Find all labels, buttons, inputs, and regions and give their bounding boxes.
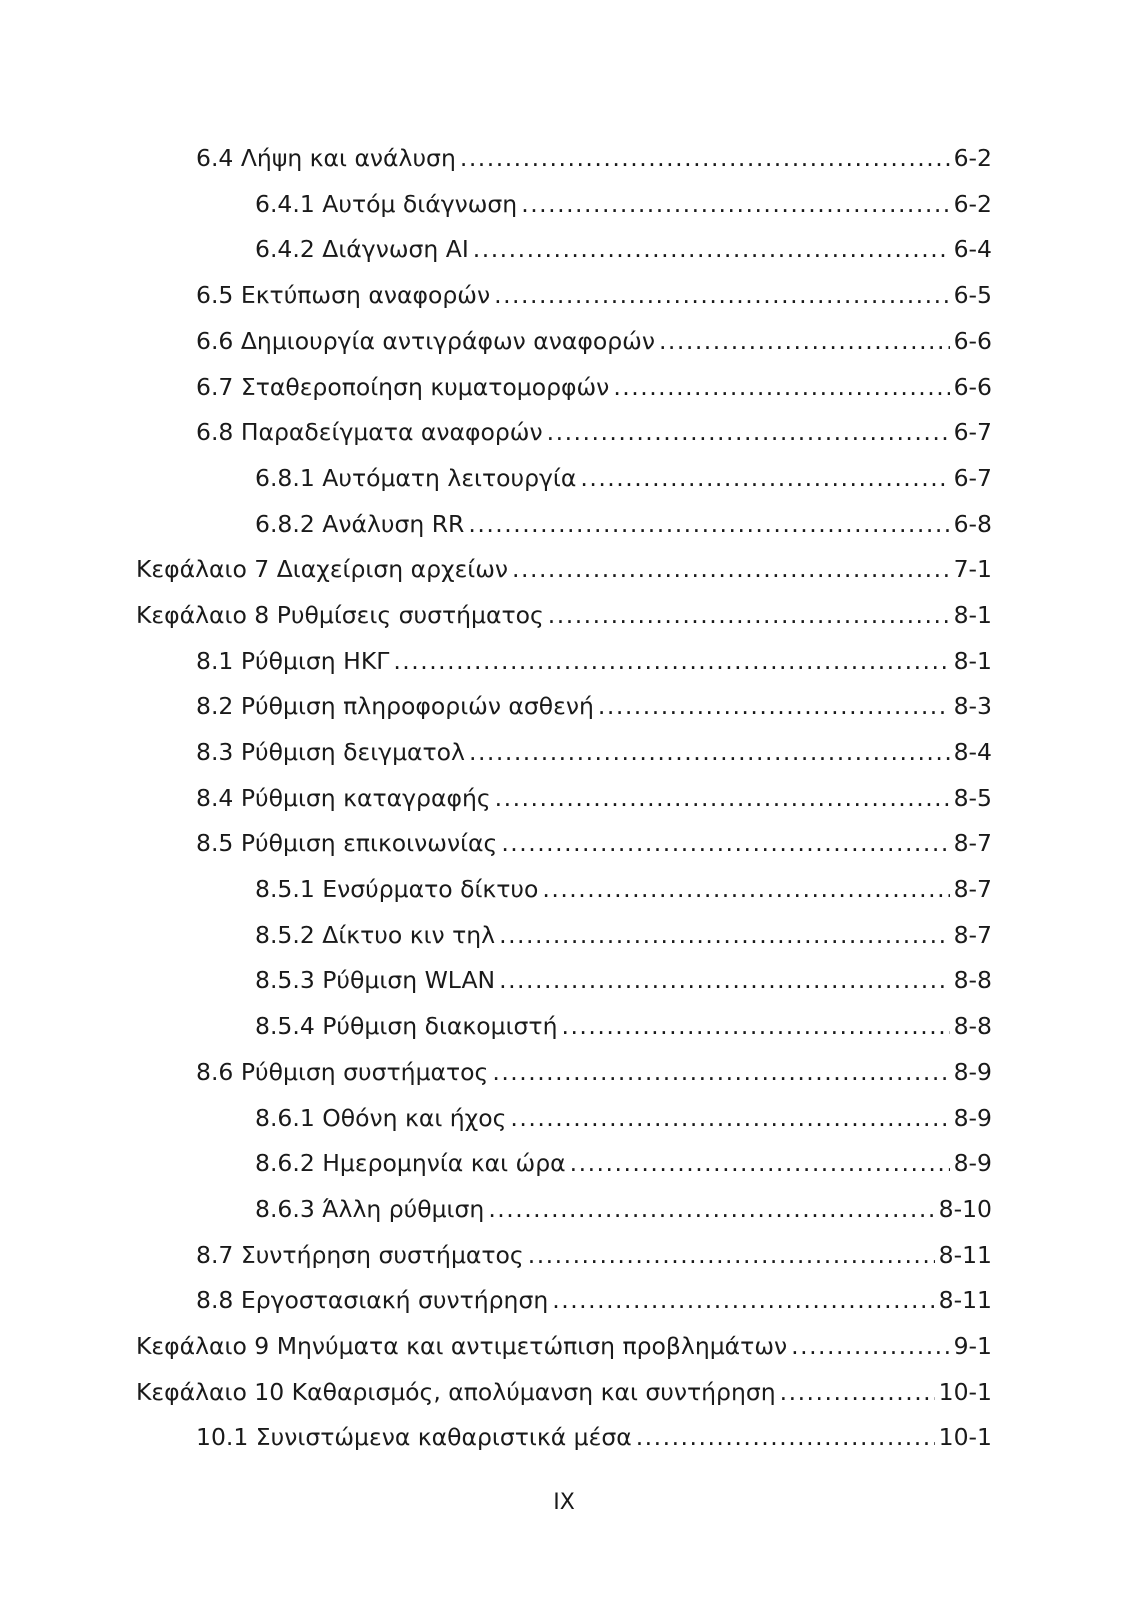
toc-entry-title: 6.8 Παραδείγματα αναφορών xyxy=(196,418,543,447)
toc-entry[interactable] xyxy=(0,593,1128,639)
toc-entry[interactable] xyxy=(0,1233,1128,1279)
toc-entry-page: 6-7 xyxy=(953,418,992,447)
toc-entry[interactable] xyxy=(0,821,1128,867)
toc-dot-leader xyxy=(393,650,949,674)
table-of-contents xyxy=(0,136,1128,1461)
toc-entry-page: 8-7 xyxy=(953,875,992,904)
toc-entry[interactable] xyxy=(0,227,1128,273)
toc-entry-page: 8-9 xyxy=(953,1057,992,1086)
toc-entry-page: 8-1 xyxy=(953,600,992,629)
toc-entry-title: 8.7 Συντήρηση συστήματος xyxy=(196,1240,524,1269)
toc-entry[interactable] xyxy=(0,182,1128,228)
toc-entry-page: 6-6 xyxy=(953,326,992,355)
toc-entry[interactable] xyxy=(0,1324,1128,1370)
toc-entry-page: 8-7 xyxy=(953,920,992,949)
toc-entry[interactable] xyxy=(0,730,1128,776)
toc-entry-page: 8-7 xyxy=(953,829,992,858)
toc-dot-leader xyxy=(613,376,949,400)
toc-dot-leader xyxy=(528,1244,935,1268)
toc-entry-title: 8.5.1 Ενσύρματο δίκτυο xyxy=(255,875,539,904)
page-number: IX xyxy=(553,1490,575,1515)
toc-entry[interactable] xyxy=(0,684,1128,730)
toc-dot-leader xyxy=(501,832,949,856)
toc-entry-page: 6-2 xyxy=(953,144,992,173)
toc-dot-leader xyxy=(659,330,950,354)
toc-entry-page: 6-7 xyxy=(953,463,992,492)
toc-entry[interactable] xyxy=(0,456,1128,502)
toc-dot-leader xyxy=(495,787,950,811)
toc-entry[interactable] xyxy=(0,136,1128,182)
toc-dot-leader xyxy=(499,924,950,948)
toc-entry[interactable] xyxy=(0,1141,1128,1187)
toc-entry-page: 6-5 xyxy=(953,281,992,310)
toc-entry-title: 8.6.3 Άλλη ρύθμιση xyxy=(255,1194,485,1223)
toc-entry-title: Κεφάλαιο 10 Καθαρισμός, απολύμανση και συντήρηση xyxy=(136,1377,776,1406)
toc-entry-title: Κεφάλαιο 9 Μηνύματα και αντιμετώπιση προβλημάτων xyxy=(136,1331,788,1360)
toc-entry[interactable] xyxy=(0,1415,1128,1461)
toc-entry-title: Κεφάλαιο 8 Ρυθμίσεις συστήματος xyxy=(136,600,544,629)
toc-entry[interactable] xyxy=(0,319,1128,365)
toc-dot-leader xyxy=(598,695,950,719)
toc-entry[interactable] xyxy=(0,1187,1128,1233)
toc-entry-page: 8-3 xyxy=(953,692,992,721)
toc-entry-title: 8.5.4 Ρύθμιση διακομιστή xyxy=(255,1012,558,1041)
toc-entry-title: 6.6 Δημιουργία αντιγράφων αναφορών xyxy=(196,326,655,355)
toc-entry-title: 8.6.2 Ημερομηνία και ώρα xyxy=(255,1149,566,1178)
toc-entry-page: 8-8 xyxy=(953,966,992,995)
toc-entry-page: 6-4 xyxy=(953,235,992,264)
toc-entry-page: 6-6 xyxy=(953,372,992,401)
toc-entry[interactable] xyxy=(0,958,1128,1004)
toc-dot-leader xyxy=(547,421,950,445)
toc-entry-page: 8-4 xyxy=(953,738,992,767)
toc-entry-title: 8.2 Ρύθμιση πληροφοριών ασθενή xyxy=(196,692,594,721)
toc-entry[interactable] xyxy=(0,1004,1128,1050)
toc-dot-leader xyxy=(636,1426,935,1450)
toc-entry-title: 8.6 Ρύθμιση συστήματος xyxy=(196,1057,489,1086)
toc-entry-title: 6.4.2 Διάγνωση AI xyxy=(255,235,469,264)
toc-entry-page: 6-8 xyxy=(953,509,992,538)
toc-entry[interactable] xyxy=(0,1050,1128,1096)
toc-entry-title: 8.5 Ρύθμιση επικοινωνίας xyxy=(196,829,498,858)
toc-entry-page: 8-1 xyxy=(953,646,992,675)
toc-dot-leader xyxy=(512,558,950,582)
toc-dot-leader xyxy=(492,1061,949,1085)
toc-entry-title: 6.7 Σταθεροποίηση κυματομορφών xyxy=(196,372,610,401)
toc-entry[interactable] xyxy=(0,502,1128,548)
toc-dot-leader xyxy=(791,1335,949,1359)
toc-dot-leader xyxy=(780,1381,935,1405)
toc-entry-title: 6.4 Λήψη και ανάλυση xyxy=(196,144,456,173)
toc-dot-leader xyxy=(552,1289,934,1313)
toc-entry-page: 10-1 xyxy=(938,1423,992,1452)
toc-entry-page: 7-1 xyxy=(953,555,992,584)
toc-dot-leader xyxy=(542,878,949,902)
toc-entry-page: 10-1 xyxy=(938,1377,992,1406)
toc-entry-page: 9-1 xyxy=(953,1331,992,1360)
toc-entry-title: 6.8.1 Αυτόματη λειτουργία xyxy=(255,463,577,492)
toc-dot-leader xyxy=(570,1152,950,1176)
toc-dot-leader xyxy=(468,513,949,537)
toc-entry[interactable] xyxy=(0,776,1128,822)
toc-dot-leader xyxy=(499,969,950,993)
toc-entry-title: 6.5 Εκτύπωση αναφορών xyxy=(196,281,491,310)
toc-dot-leader xyxy=(548,604,950,628)
toc-entry-page: 8-5 xyxy=(953,783,992,812)
toc-entry-title: 8.3 Ρύθμιση δειγματολ xyxy=(196,738,465,767)
toc-entry[interactable] xyxy=(0,364,1128,410)
toc-entry-title: 8.8 Εργοστασιακή συντήρηση xyxy=(196,1286,549,1315)
toc-entry-title: 6.4.1 Αυτόμ διάγνωση xyxy=(255,189,518,218)
toc-entry-title: 8.5.3 Ρύθμιση WLAN xyxy=(255,966,496,995)
toc-entry-page: 8-8 xyxy=(953,1012,992,1041)
toc-entry-title: Κεφάλαιο 7 Διαχείριση αρχείων xyxy=(136,555,509,584)
toc-entry[interactable] xyxy=(0,410,1128,456)
toc-dot-leader xyxy=(460,147,950,171)
toc-entry-page: 8-11 xyxy=(938,1240,992,1269)
toc-dot-leader xyxy=(580,467,949,491)
toc-entry-title: 6.8.2 Ανάλυση RR xyxy=(255,509,465,538)
toc-entry[interactable] xyxy=(0,1370,1128,1416)
toc-entry[interactable] xyxy=(0,913,1128,959)
toc-dot-leader xyxy=(469,741,950,765)
toc-dot-leader xyxy=(521,193,949,217)
toc-entry[interactable] xyxy=(0,1278,1128,1324)
toc-entry-title: 10.1 Συνιστώμενα καθαριστικά μέσα xyxy=(196,1423,632,1452)
toc-entry[interactable] xyxy=(0,639,1128,685)
toc-dot-leader xyxy=(473,238,950,262)
toc-entry-title: 8.1 Ρύθμιση ΗΚΓ xyxy=(196,646,390,675)
toc-entry-title: 8.5.2 Δίκτυο κιν τηλ xyxy=(255,920,496,949)
toc-entry-title: 8.6.1 Οθόνη και ήχος xyxy=(255,1103,507,1132)
toc-entry[interactable] xyxy=(0,547,1128,593)
toc-entry[interactable] xyxy=(0,273,1128,319)
toc-dot-leader xyxy=(510,1107,949,1131)
toc-entry-title: 8.4 Ρύθμιση καταγραφής xyxy=(196,783,491,812)
toc-entry-page: 8-9 xyxy=(953,1149,992,1178)
toc-entry-page: 8-11 xyxy=(938,1286,992,1315)
toc-entry-page: 6-2 xyxy=(953,189,992,218)
toc-entry-page: 8-10 xyxy=(938,1194,992,1223)
toc-entry[interactable] xyxy=(0,867,1128,913)
toc-dot-leader xyxy=(561,1015,949,1039)
toc-entry[interactable] xyxy=(0,1095,1128,1141)
toc-dot-leader xyxy=(488,1198,934,1222)
toc-dot-leader xyxy=(494,284,950,308)
toc-entry-page: 8-9 xyxy=(953,1103,992,1132)
